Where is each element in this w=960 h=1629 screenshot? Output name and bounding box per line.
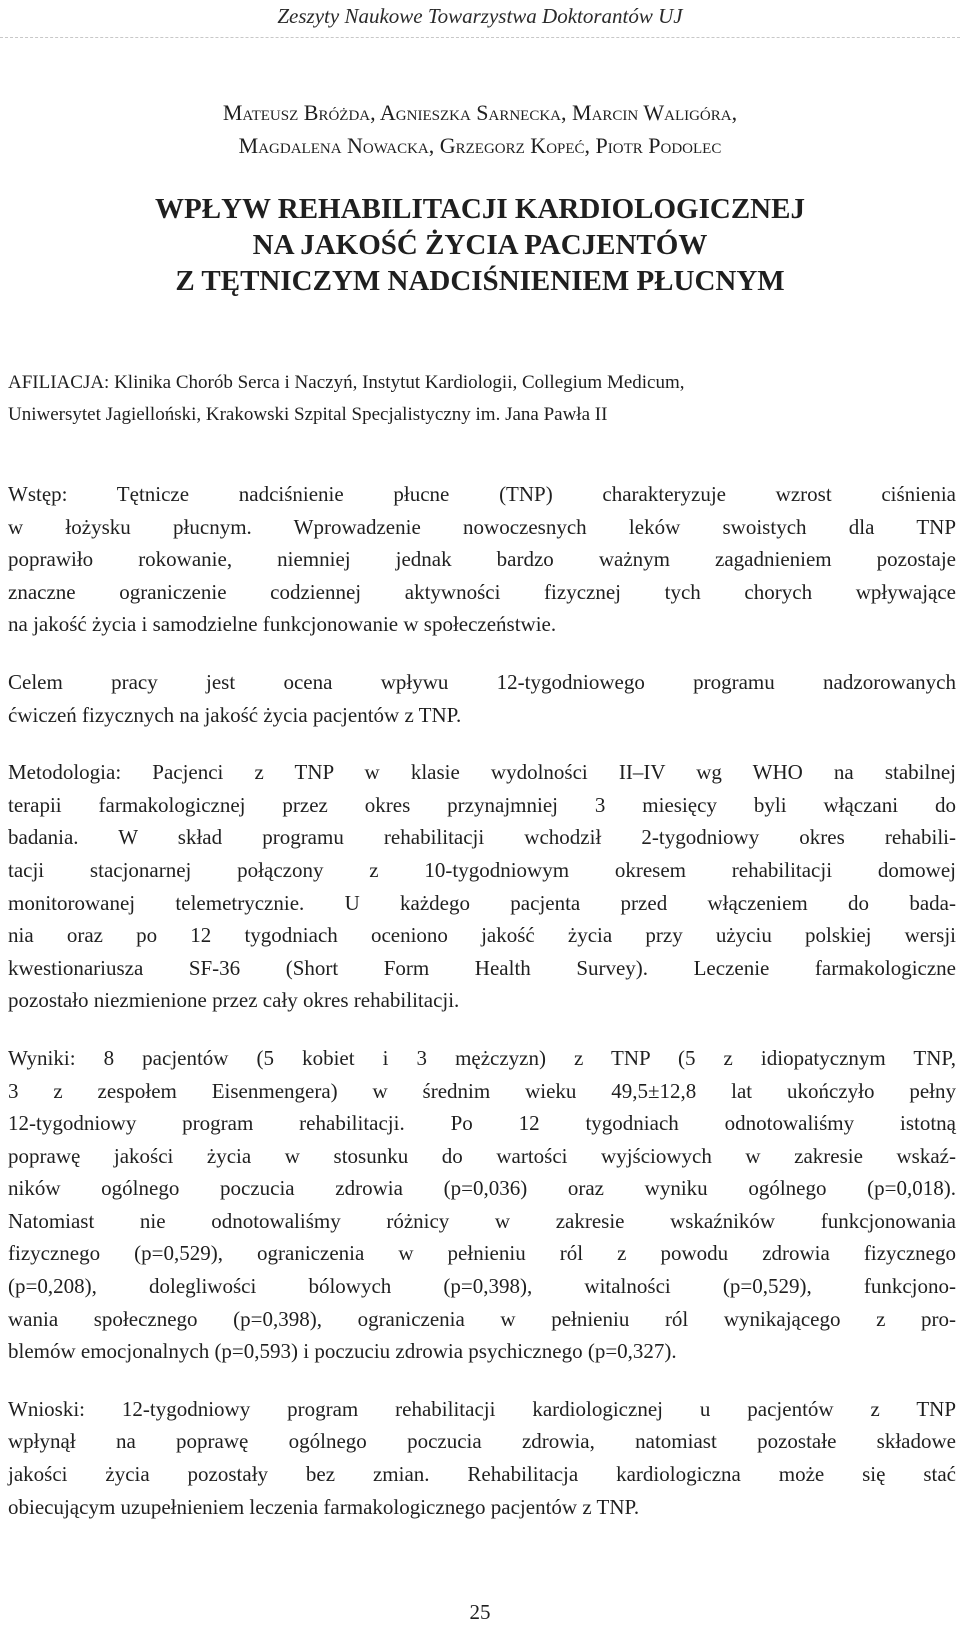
text-line: jakości życia pozostały bez zmian. Rehabilitacja kardiologiczna może się stać <box>8 1462 956 1487</box>
paragraph-wnioski <box>8 1393 956 1523</box>
text-line: tacji stacjonarnej połączony z 10-tygodniowym okresem rehabilitacji domowej <box>8 857 956 882</box>
affiliation-line: Uniwersytet Jagielloński, Krakowski Szpital Specjalistyczny im. Jana Pawła II <box>8 404 608 425</box>
paragraph-metodologia <box>8 756 956 1017</box>
text-line: wpłynął na poprawę ogólnego poczucia zdrowia, natomiast pozostałe składowe <box>8 1429 956 1454</box>
text-line: blemów emocjonalnych (p=0,593) i poczuciu zdrowia psychicznego (p=0,327). <box>8 1339 677 1364</box>
title-line: NA JAKOŚĆ ŻYCIA PACJENTÓW <box>252 229 708 261</box>
text-line: kwestionariusza SF-36 (Short Form Health Survey). Leczenie farmakologiczne <box>8 955 956 980</box>
page-number: 25 <box>469 1600 491 1624</box>
text-line: pozostało niezmienione przez cały okres rehabilitacji. <box>8 988 460 1013</box>
header-divider <box>0 37 960 38</box>
text-line: monitorowanej telemetrycznie. U każdego pacjenta przed włączeniem do bada- <box>8 890 956 915</box>
text-line: ćwiczeń fizycznych na jakość życia pacjentów z TNP. <box>8 702 462 727</box>
title-line: WPŁYW REHABILITACJI KARDIOLOGICZNEJ <box>155 193 805 225</box>
paragraph-wyniki <box>8 1042 956 1368</box>
text-line: ników ogólnego poczucia zdrowia (p=0,036) oraz wyniku ogólnego (p=0,018). <box>8 1176 956 1201</box>
text-line: 3 z zespołem Eisenmengera) w średnim wieku 49,5±12,8 lat ukończyło pełny <box>8 1078 956 1103</box>
author-list <box>0 96 960 162</box>
text-line: Natomiast nie odnotowaliśmy różnicy w zakresie wskaźników funkcjonowania <box>8 1208 956 1233</box>
text-line: Wstęp: Tętnicze nadciśnienie płucne (TNP) charakteryzuje wzrost ciśnienia <box>8 482 956 506</box>
text-line: na jakość życia i samodzielne funkcjonowanie w społeczeństwie. <box>8 612 557 637</box>
text-line: poprawiło rokowanie, niemniej jednak bardzo ważnym zagadnieniem pozostaje <box>8 547 956 572</box>
affiliation <box>8 367 956 431</box>
affiliation-line: AFILIACJA: Klinika Chorób Serca i Naczyń, Instytut Kardiologii, Collegium Medicum, <box>8 372 685 393</box>
title-line: Z TĘTNICZYM NADCIŚNIENIEM PŁUCNYM <box>175 265 785 297</box>
text-line: nia oraz po 12 tygodniach oceniono jakość życia przy użyciu polskiej wersji <box>8 923 956 948</box>
paragraph-wstep <box>8 478 956 641</box>
journal-header: Zeszyty Naukowe Towarzystwa Doktorantów UJ <box>277 4 683 28</box>
article-title <box>0 191 960 299</box>
text-line: w łożysku płucnym. Wprowadzenie nowoczesnych leków swoistych dla TNP <box>8 514 956 539</box>
author-line: Mateusz Bróżda, Agnieszka Sarnecka, Marcin Waligóra, <box>222 100 738 125</box>
author-line: Magdalena Nowacka, Grzegorz Kopeć, Piotr Podolec <box>238 133 722 158</box>
text-line: terapii farmakologicznej przez okres przynajmniej 3 miesięcy byli włączani do <box>8 792 956 817</box>
text-line: znaczne ograniczenie codziennej aktywności fizycznej tych chorych wpływające <box>8 579 956 604</box>
paragraph-cel <box>8 666 956 731</box>
text-line: badania. W skład programu rehabilitacji wchodził 2-tygodniowy okres rehabili- <box>8 825 956 850</box>
text-line: Wyniki: 8 pacjentów (5 kobiet i 3 mężczyzn) z TNP (5 z idiopatycznym TNP, <box>8 1045 956 1070</box>
abstract-body <box>8 478 956 1548</box>
text-line: Celem pracy jest ocena wpływu 12-tygodniowego programu nadzorowanych <box>8 669 956 694</box>
text-line: fizycznego (p=0,529), ograniczenia w pełnieniu ról z powodu zdrowia fizycznego <box>8 1241 956 1266</box>
text-line: Metodologia: Pacjenci z TNP w klasie wydolności II–IV wg WHO na stabilnej <box>8 760 956 785</box>
text-line: (p=0,208), dolegliwości bólowych (p=0,398), witalności (p=0,529), funkcjono- <box>8 1274 956 1299</box>
text-line: 12-tygodniowy program rehabilitacji. Po 12 tygodniach odnotowaliśmy istotną <box>8 1111 956 1136</box>
text-line: poprawę jakości życia w stosunku do wartości wyjściowych w zakresie wskaź- <box>8 1143 956 1168</box>
text-line: Wnioski: 12-tygodniowy program rehabilitacji kardiologicznej u pacjentów z TNP <box>8 1396 956 1421</box>
text-line: wania społecznego (p=0,398), ograniczenia w pełnieniu ról wynikającego z pro- <box>8 1306 956 1331</box>
text-line: obiecującym uzupełnieniem leczenia farmakologicznego pacjentów z TNP. <box>8 1494 640 1519</box>
